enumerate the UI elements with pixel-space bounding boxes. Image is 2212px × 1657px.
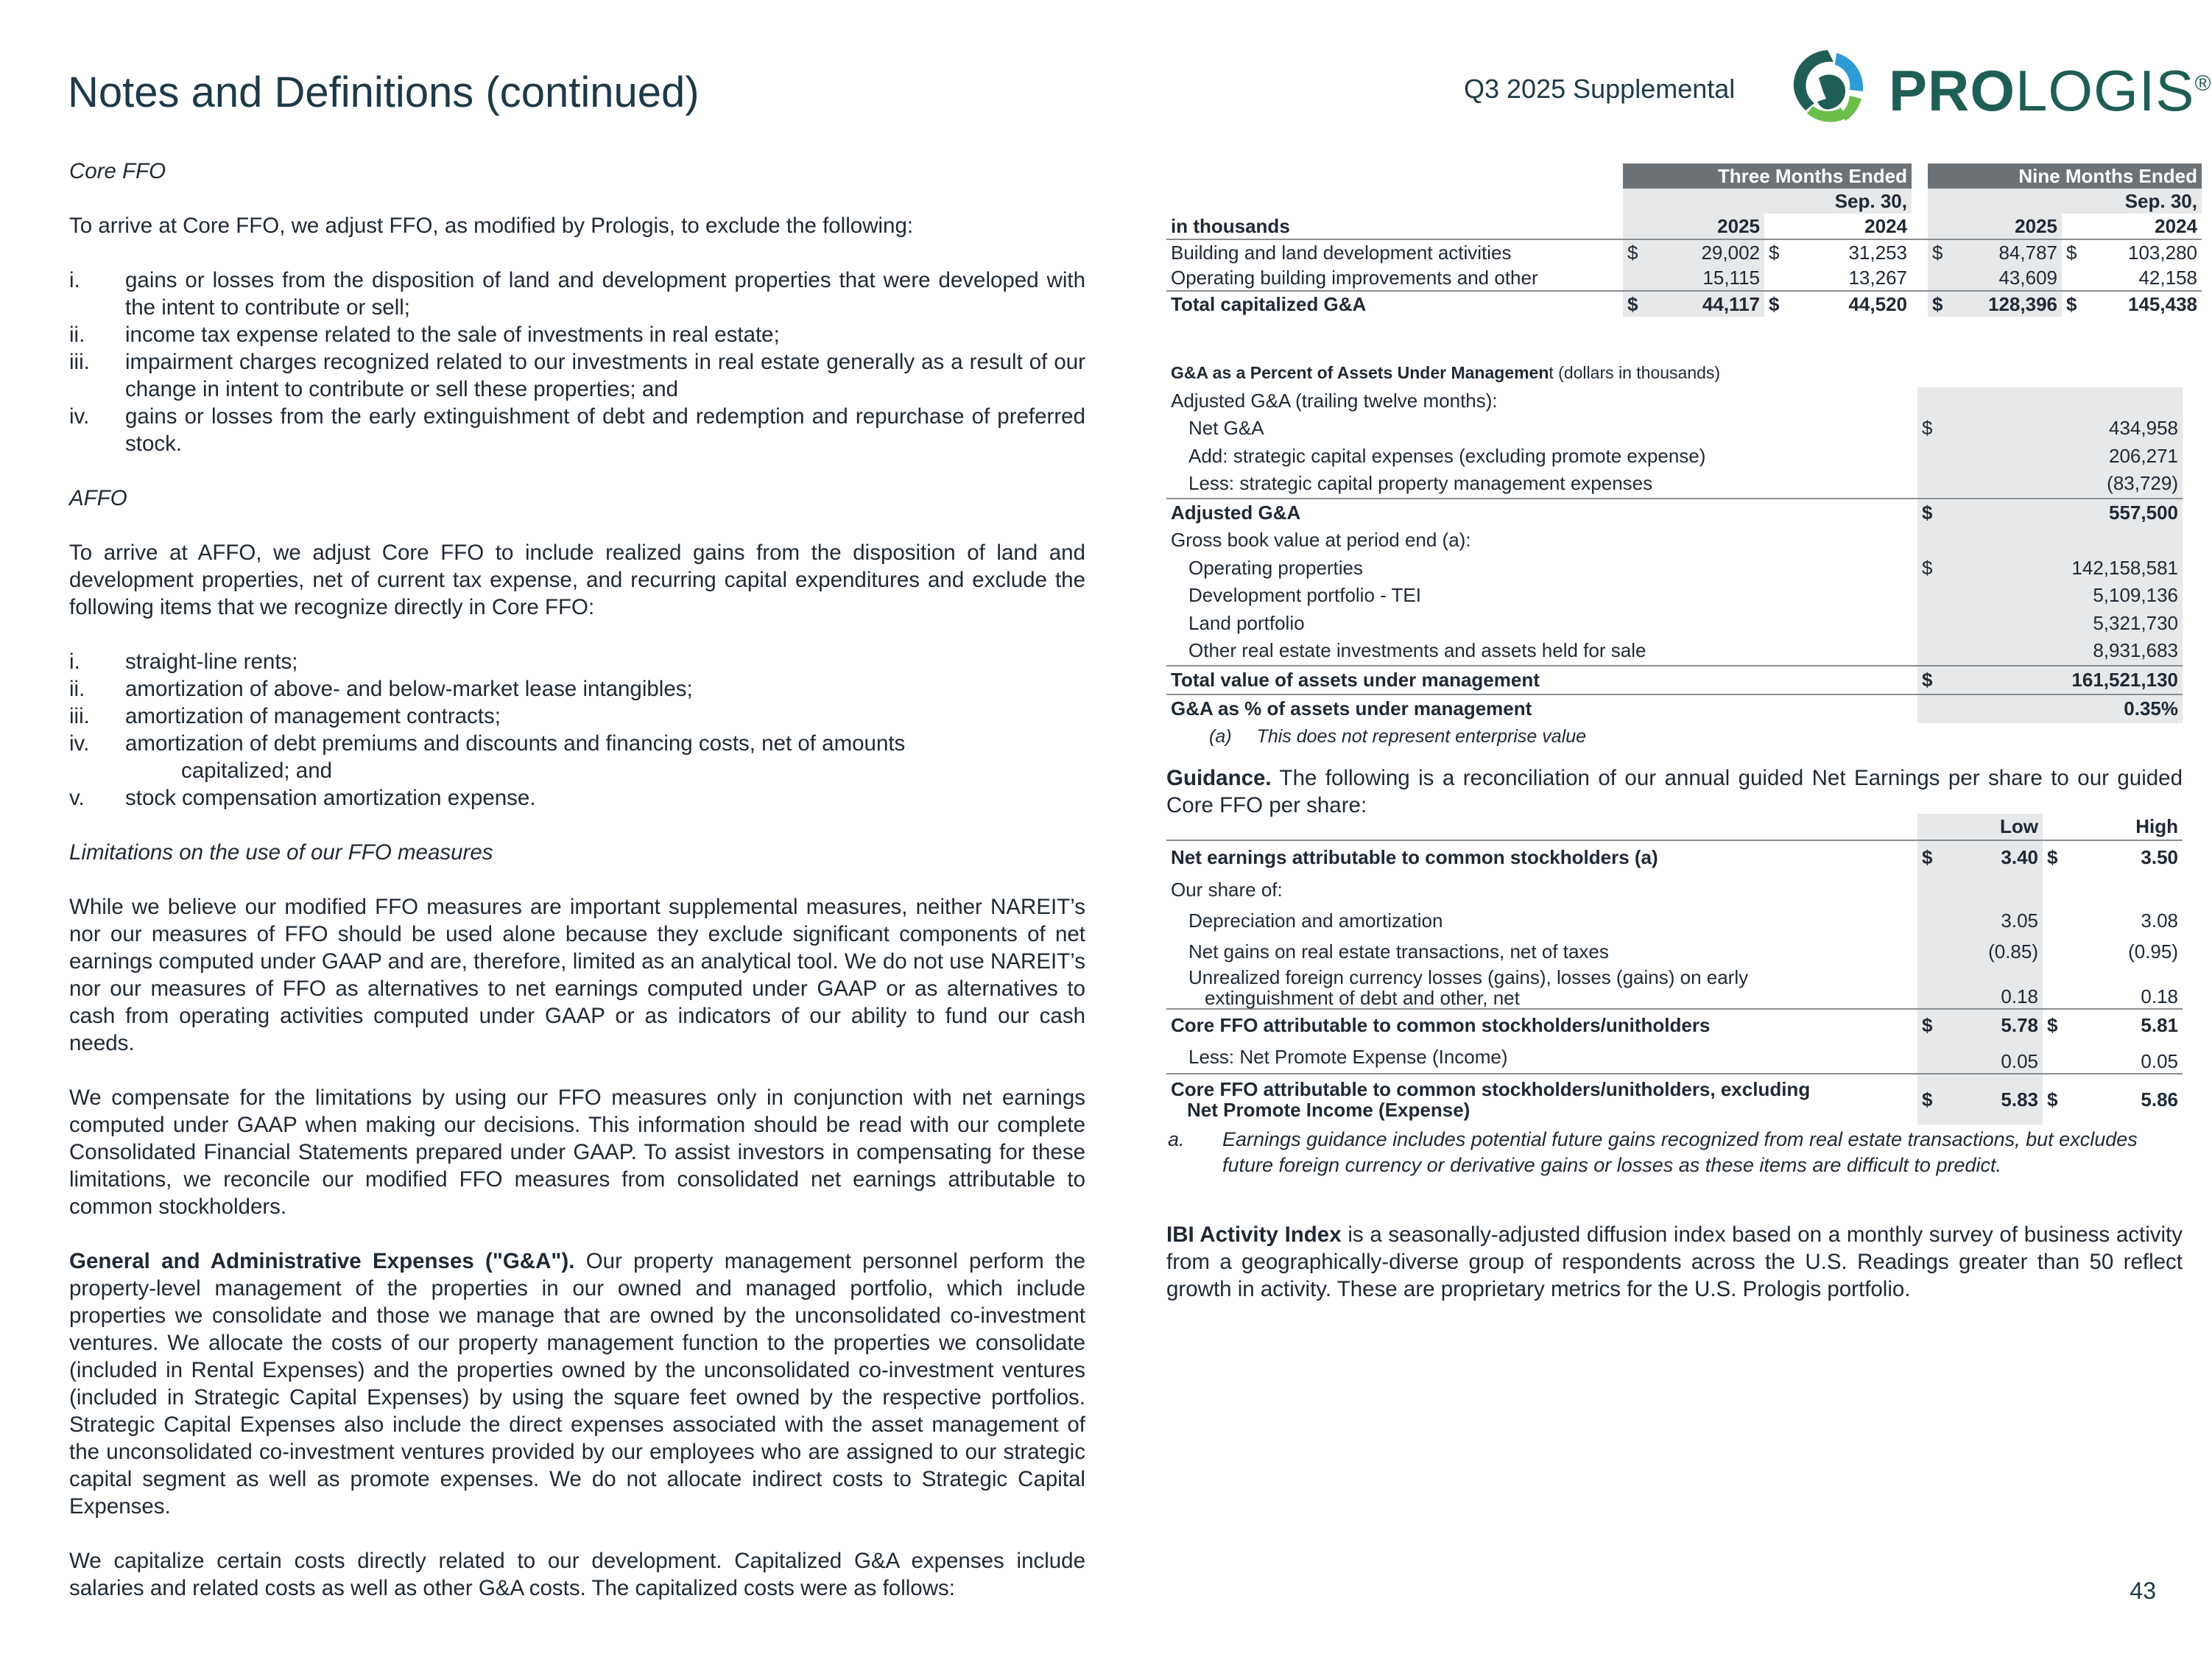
core-ffo-list — [69, 267, 1085, 457]
year-2024-header: 2024 — [2155, 214, 2197, 237]
table-row-total: Total capitalized G&A $ 44,117 $ 44,520 $ 128,396 $ 145,438 — [1166, 291, 2202, 317]
low-header: Low — [1917, 814, 2043, 840]
logo-text-light: LOGIS — [2015, 58, 2195, 123]
table-row: Adjusted G&A $ 557,500 — [1166, 499, 2183, 527]
our-share-label: Our share of: — [1171, 878, 1283, 901]
supplemental-label: Q3 2025 Supplemental — [1464, 74, 1736, 104]
table-row: Net G&A $ 434,958 — [1166, 415, 2183, 443]
list-item: iii. impairment charges recognized related to our investments in real estate generally as a result of our change in intent to contribute or sell these properties; and — [69, 350, 1085, 401]
list-item: iv. gains or losses from the early extinguishment of debt and redemption and repurchase of preferred stock. — [69, 404, 1085, 456]
table-row: G&A as % of assets under management 0.35% — [1166, 694, 2183, 723]
page-title: Notes and Definitions (continued) — [68, 68, 700, 116]
table-row: Development portfolio - TEI 5,109,136 — [1166, 582, 2183, 610]
table-row: Net earnings attributable to common stockholders (a) $ 3.40 $ 3.50 — [1166, 840, 2183, 874]
globe-logo-icon — [1785, 46, 1873, 134]
list-item: v. stock compensation amortization expense. — [69, 786, 536, 810]
limitations-paragraph-2: We compensate for the limitations by using our FFO measures only in conjunction with net earnings computed under GAAP when making our decisions. This information should be read with our complete Consolidated Financial Statements prepared under GAAP. To assist investors in compensating for these limitations, we reconcile our modified FFO measures from consolidated net earnings attributable to common stockholders. — [69, 1086, 1085, 1219]
table-row: Operating properties $ 142,158,581 — [1166, 555, 2183, 583]
ga-note-label: (a) — [1209, 725, 1232, 747]
guidance-note-label: a. — [1168, 1128, 1185, 1150]
list-item: ii. amortization of above- and below-market lease intangibles; — [69, 677, 693, 701]
nine-months-header: Nine Months Ended — [1928, 163, 2202, 189]
list-item: ii. income tax expense related to the sale of investments in real estate; — [69, 323, 780, 347]
guidance-note-text: Earnings guidance includes potential future gains recognized from real estate transactions, but excludes future foreign currency or derivative gains or losses as these items are difficult to predict. — [1222, 1128, 2138, 1176]
page-number: 43 — [2130, 1577, 2156, 1604]
ga-percent-aum-table — [1166, 359, 2183, 750]
guidance-footnote — [1166, 1127, 2183, 1178]
ga-paragraph-1: General and Administrative Expenses ("G&A"). Our property management personnel perform the property-level management of the properties in our owned and managed portfolio, which include properties we consolidate and those we manage that are owned by the unconsolidated co-investment ventures. We allocate the costs of our property management function to the properties we consolidate (included in Rental Expenses) and the properties owned by the unconsolidated co-investment ventures (included in Strategic Capital Expenses) by using the square feet owned by the respective portfolios. Strategic Capital Expenses also include the direct expenses associated with the asset management of the unconsolidated co-investment ventures provided by our employees who are assigned to our strategic capital segment as well as promote expenses. We do not allocate indirect costs to Strategic Capital Expenses. — [69, 1249, 1085, 1519]
guidance-table — [1166, 814, 2183, 1125]
table-row: Building and land development activities $ 29,002 $ 31,253 $ 84,787 $ 103,280 — [1166, 239, 2202, 265]
table-row: Operating building improvements and other 15,115 13,267 43,609 42,158 — [1166, 265, 2202, 291]
affo-intro: To arrive at AFFO, we adjust Core FFO to include realized gains from the disposition of land and development properties, net of current tax expense, and recurring capital expenditures and exclude the following items that we recognize directly in Core FFO: — [69, 541, 1085, 619]
gross-header: Gross book value at period end (a): — [1171, 529, 1471, 552]
table-row: Add: strategic capital expenses (excluding promote expense) 206,271 — [1166, 443, 2183, 471]
year-2025-header: 2025 — [1623, 214, 1764, 239]
logo-registered: ® — [2194, 71, 2212, 96]
ga-pct-title-rest: t (dollars in thousands) — [1549, 363, 1721, 383]
table-row: Other real estate investments and assets held for sale 8,931,683 — [1166, 637, 2183, 666]
adjusted-header: Adjusted G&A (trailing twelve months): — [1171, 389, 1498, 412]
left-column — [69, 158, 1085, 1602]
table-row: Core FFO attributable to common stockholders/unitholders, excluding Net Promote Income (Expense) $ 5.83 $ 5.86 — [1166, 1074, 2183, 1125]
ga-note-text: This does not represent enterprise value — [1256, 725, 1587, 747]
capitalized-ga-table — [1166, 163, 2202, 317]
table-row: Unrealized foreign currency losses (gains), losses (gains) on early extinguishment of debt and other, net 0.18 0.18 — [1166, 967, 2183, 1009]
three-months-header: Three Months Ended — [1623, 163, 1912, 189]
affo-list — [69, 648, 1085, 812]
table-row: Core FFO attributable to common stockholders/unitholders $ 5.78 $ 5.81 — [1166, 1009, 2183, 1041]
list-item: iv. amortization of debt premiums and discounts and financing costs, net of amounts capitalized; and — [69, 731, 906, 783]
table-row: Less: strategic capital property management expenses (83,729) — [1166, 470, 2183, 499]
ibi-heading: IBI Activity Index — [1166, 1222, 1342, 1247]
guidance-intro: Guidance. The following is a reconciliation of our annual guided Net Earnings per share to our guided Core FFO per share: — [1166, 766, 2183, 817]
list-item: iii. amortization of management contracts; — [69, 704, 501, 728]
affo-heading: AFFO — [69, 486, 127, 510]
list-item: i. straight-line rents; — [69, 650, 298, 674]
units-label: in thousands — [1171, 214, 1290, 237]
table-row: Less: Net Promote Expense (Income) 0.05 0.05 — [1166, 1041, 2183, 1074]
sep30-header: Sep. 30, — [1928, 189, 2202, 214]
core-ffo-heading: Core FFO — [69, 159, 166, 183]
core-ffo-intro: To arrive at Core FFO, we adjust FFO, as modified by Prologis, to exclude the following: — [69, 214, 914, 238]
ga-paragraph-2: We capitalize certain costs directly related to our development. Capitalized G&A expenses include salaries and related costs as well as other G&A costs. The capitalized costs were as follows: — [69, 1549, 1085, 1600]
limitations-paragraph-1: While we believe our modified FFO measures are important supplemental measures, neither NAREIT’s nor our measures of FFO should be used alone because they exclude significant components of net earnings computed under GAAP and are, therefore, limited as an analytical tool. We do not use NAREIT’s nor our measures of FFO as alternatives to net earnings computed under GAAP or as alternatives to cash from operating activities computed under GAAP or as indicators of our ability to fund our cash needs. — [69, 895, 1085, 1055]
year-2024-header: 2024 — [1864, 214, 1907, 237]
table-row: Total value of assets under management $ 161,521,130 — [1166, 666, 2183, 695]
table-row: Depreciation and amortization 3.05 3.08 — [1166, 905, 2183, 936]
ibi-paragraph: IBI Activity Index is a seasonally-adjusted diffusion index based on a monthly survey of business activity from a geographically-diverse group of respondents across the U.S. Readings greater than 50 reflect growth in activity. These are proprietary metrics for the U.S. Prologis portfolio. — [1166, 1222, 2183, 1301]
ga-heading: General and Administrative Expenses ("G&A"). — [69, 1249, 575, 1273]
list-item: i. gains or losses from the disposition of land and development properties that were developed with the intent to contribute or sell; — [69, 268, 1085, 320]
logo-text-bold: PRO — [1889, 58, 2016, 123]
high-header: High — [2135, 815, 2178, 837]
prologis-logo — [1782, 46, 2212, 134]
year-2025-header: 2025 — [1928, 214, 2062, 239]
guidance-heading: Guidance. — [1166, 766, 1272, 790]
table-row: Net gains on real estate transactions, net of taxes (0.85) (0.95) — [1166, 936, 2183, 967]
table-row: Land portfolio 5,321,730 — [1166, 610, 2183, 638]
ga-pct-title: G&A as a Percent of Assets Under Managemen — [1171, 363, 1549, 383]
limitations-heading: Limitations on the use of our FFO measures — [69, 840, 493, 865]
sep30-header: Sep. 30, — [1623, 189, 1912, 214]
